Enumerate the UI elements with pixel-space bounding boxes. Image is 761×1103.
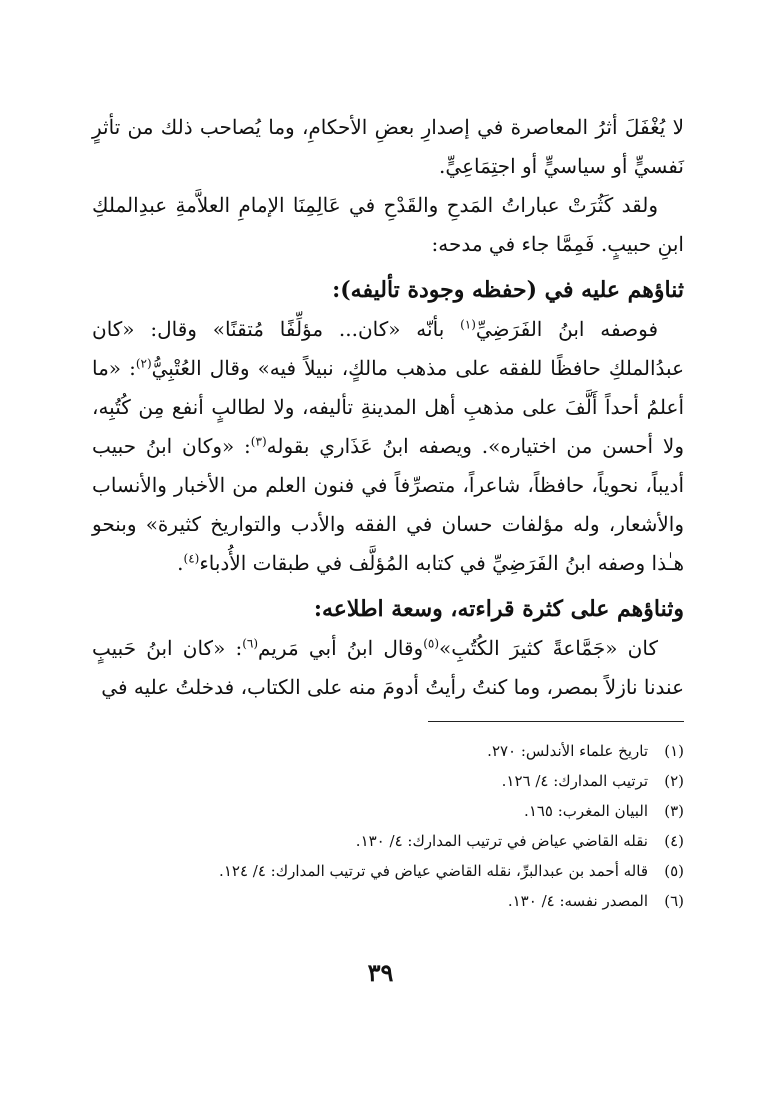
paragraph-2: ولقد كَثُرَتْ عباراتُ المَدحِ والقَدْحِ في عَالِمِنَا الإمامِ العلاَّمةِ عبدِالملكِ ابنِ حبيبٍ. فَمِمَّا جاء في مدحه: [92, 193, 684, 256]
footnote-number: (٣) [664, 802, 684, 820]
footnote-text: ترتيب المدارك: ٤/ ١٢٦. [501, 772, 648, 790]
section-heading-reading: وثناؤهم على كثرة قراءته، وسعة اطلاعه: [313, 596, 684, 622]
footnote-text: نقله القاضي عياض في ترتيب المدارك: ٤/ ١٣٠. [355, 832, 648, 850]
footnote-separator [428, 721, 684, 722]
footnote-ref-4[interactable]: (٤) [183, 551, 200, 566]
footnote-text: المصدر نفسه: ٤/ ١٣٠. [507, 892, 648, 910]
paragraph-4-text-3: : «كان ابنُ حَبيبٍ عندنا نازلاً بمصر، وما كنتُ رأيتُ أدومَ منه على الكتاب، فدخلتُ عليه في [92, 636, 684, 699]
footnote-item [92, 886, 684, 916]
page-number: ٣٩ [367, 958, 394, 987]
paragraph-1: لا يُغْفَلَ أثرُ المعاصرة في إصدارِ بعضِ الأحكامِ، وما يُصاحب ذلك من تأثرٍ نَفسيٍّ أو سياسيٍّ أو اجتِمَاعِيٍّ. [92, 115, 684, 178]
footnote-ref-6[interactable]: (٦) [242, 636, 259, 651]
footnote-item [92, 766, 684, 796]
paragraph-3 [92, 310, 684, 583]
section-heading-memorization: ثناؤهم عليه في (حفظه وجودة تأليفه): [332, 277, 684, 303]
paragraph-3-text-1: فوصفه ابنُ الفَرَضِيِّ [475, 317, 659, 341]
page-content [92, 108, 684, 916]
paragraph-3-text-2: بأنّه «كان... مؤلِّفًا مُتقنًا» وقال: «كان عبدُالملكِ حافظًا للفقه على مذهب مالكٍ، نبيلاً فيه» وقال العُتْبِيُّ [92, 317, 685, 380]
paragraph-4-text-1: كان «جَمَّاعةً كثيرَ الكُتُبِ» [439, 636, 658, 660]
footnote-ref-3[interactable]: (٣) [250, 434, 267, 449]
paragraph-3-text-3: : «ما أعلمُ أحداً أَلَّفَ على مذهبِ أهل المدينةِ تأليفه، ولا لطالبٍ أنفع مِن كُتُبِه، ولا أحسن من اختياره». ويصفه ابنُ عَذَاري بقوله [92, 356, 684, 458]
footnote-number: (٦) [664, 892, 684, 910]
footnote-number: (٤) [664, 832, 684, 850]
footnote-item [92, 856, 684, 886]
paragraph-4 [92, 629, 684, 707]
footnote-text: قاله أحمد بن عبدالبرِّ، نقله القاضي عياض في ترتيب المدارك: ٤/ ١٢٤. [219, 862, 648, 880]
footnote-text: البيان المغرب: ١٦٥. [524, 802, 648, 820]
footnote-ref-1[interactable]: (١) [460, 317, 476, 332]
footnote-ref-5[interactable]: (٥) [423, 636, 440, 651]
paragraph-3-text-5: . [177, 551, 184, 575]
footnote-item [92, 826, 684, 856]
footnotes-list [92, 736, 684, 916]
paragraph-4-text-2: وقال ابنُ أبي مَريم [258, 636, 424, 660]
footnote-item [92, 796, 684, 826]
footnote-number: (٥) [664, 862, 684, 880]
paragraph-3-text-4: : «وكان ابنُ حبيب أديباً، نحوياً، حافظاً، شاعراً، متصرِّفاً في فنون العلم من الأخبار والأنساب والأشعار، وله مؤلفات حسان في الفقه والأدب والتواريخ كثيرة» وبنحو هـٰذا وصفه ابنُ الفَرَضِيِّ في كتابه المُؤلَّف في طبقات الأُدباء [92, 434, 684, 575]
footnote-number: (١) [664, 742, 684, 760]
footnote-item [92, 736, 684, 766]
footnote-ref-2[interactable]: (٢) [135, 356, 152, 371]
footnote-text: تاريخ علماء الأندلس: ٢٧٠. [487, 742, 648, 760]
footnote-number: (٢) [664, 772, 684, 790]
